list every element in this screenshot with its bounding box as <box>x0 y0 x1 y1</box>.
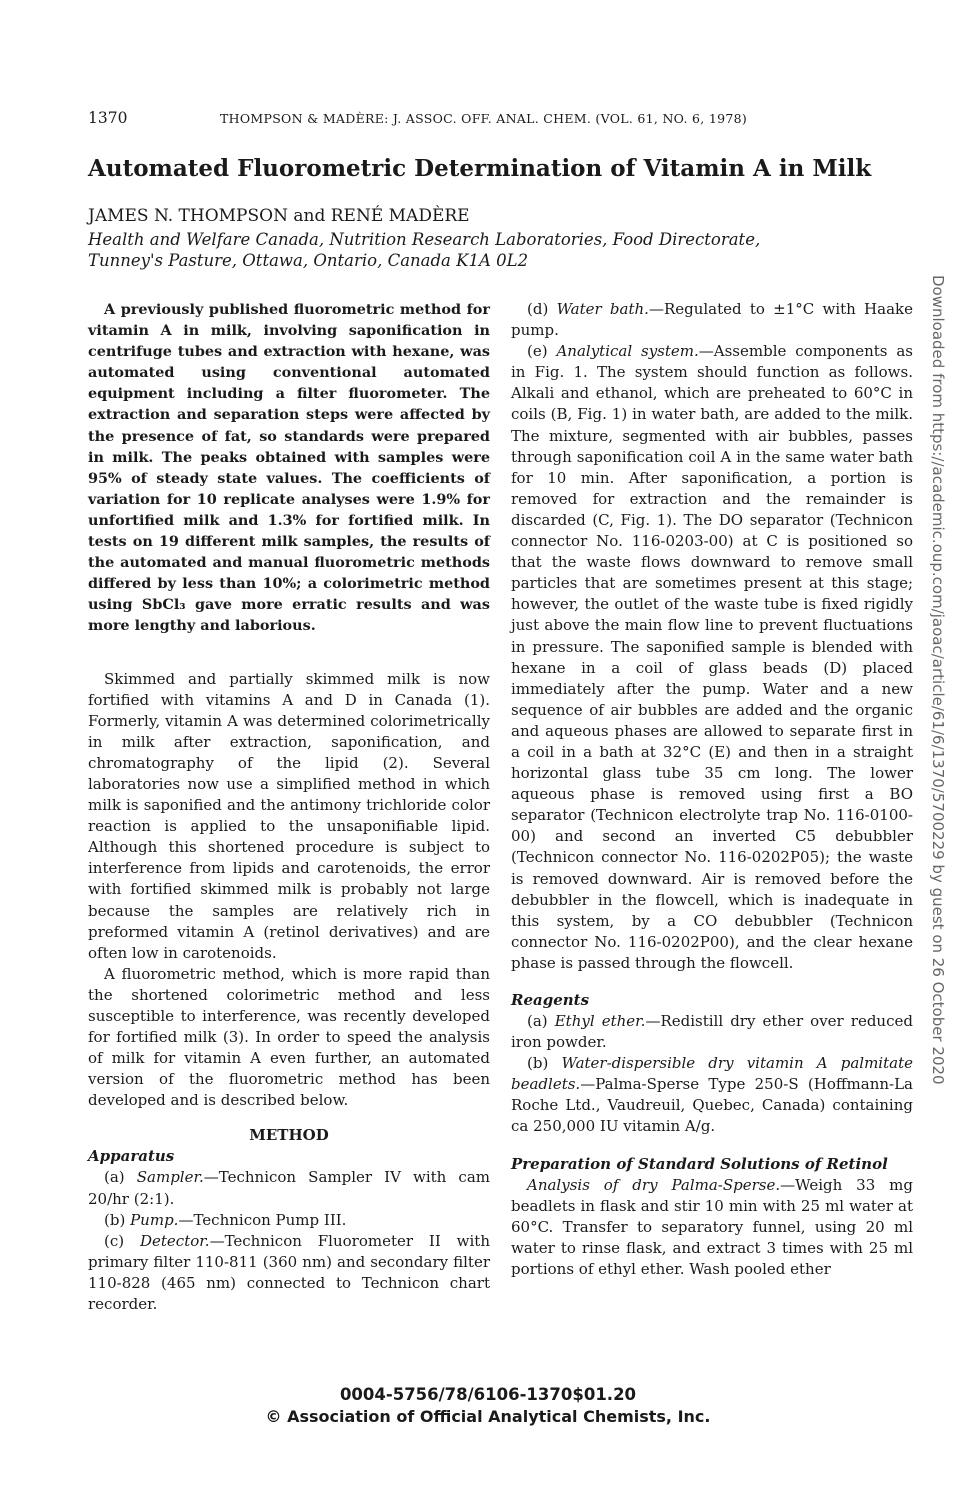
page-number: 1370 <box>88 109 128 127</box>
copyright: © Association of Official Analytical Chemists, Inc. <box>265 1407 711 1426</box>
reagent-item-b <box>511 1053 913 1137</box>
item-term: Analysis of dry Palma-Sperse. <box>527 1175 781 1194</box>
item-label: (a) <box>104 1168 125 1187</box>
item-term: Pump. <box>130 1210 179 1229</box>
right-column <box>511 299 913 1280</box>
item-term: Analytical system. <box>556 342 699 361</box>
item-text: —Technicon Pump III. <box>178 1210 347 1229</box>
item-label: (b) <box>527 1054 549 1073</box>
apparatus-item-d <box>511 299 913 341</box>
item-term: Sampler. <box>136 1168 204 1187</box>
running-title: THOMPSON & MADÈRE: J. ASSOC. OFF. ANAL. CHEM. (VOL. 61, NO. 6, 1978) <box>220 111 748 126</box>
item-text: —Regulated to ±1°C with Haake pump. <box>511 300 913 340</box>
item-text: —Palma-Sperse Type 250-S (Hoffmann-La Roche Ltd., Vaudreuil, Quebec, Canada) containing ca 250,000 IU vitamin A/g. <box>511 1075 913 1136</box>
apparatus-item-e <box>511 341 913 974</box>
item-text: —Redistill dry ether over reduced iron powder. <box>511 1012 913 1052</box>
item-text: —Technicon Sampler IV with cam 20/hr (2:1). <box>88 1168 490 1208</box>
method-heading: METHOD <box>249 1126 329 1145</box>
item-label: (e) <box>527 342 548 361</box>
item-label: (a) <box>527 1012 548 1030</box>
item-label: (c) <box>104 1231 125 1250</box>
affiliation-line-1: Health and Welfare Canada, Nutrition Research Laboratories, Food Directorate, <box>88 230 761 249</box>
intro-paragraph-2: A fluorometric method, which is more rapid than the shortened colorimetric method and less susceptible to interference, was recently developed for fortified milk (3). In order to speed the analysis of milk for vitamin A even further, an automated version of the fluorometric method has been developed and is described below. <box>88 964 490 1110</box>
article-title: Automated Fluorometric Determination of Vitamin A in Milk <box>88 155 872 182</box>
apparatus-item-a <box>88 1167 490 1209</box>
item-text: —Technicon Fluorometer II with primary filter 110-811 (360 nm) and secondary filter 110-828 (465 nm) connected to Technicon chart recorder. <box>88 1231 490 1314</box>
item-text: —Weigh 33 mg beadlets in flask and stir 10 min with 25 ml water at 60°C. Transfer to separatory funnel, using 20 ml water to rinse flask, and extract 3 times with 25 ml portions of ethyl ether. Wash pooled ether <box>511 1175 913 1278</box>
item-term: Water bath. <box>556 300 649 318</box>
authors: JAMES N. THOMPSON and RENÉ MADÈRE <box>88 206 470 226</box>
left-column <box>88 299 490 1315</box>
affiliation-line-2: Tunney's Pasture, Ottawa, Ontario, Canada K1A 0L2 <box>88 251 529 270</box>
affiliation <box>88 229 760 271</box>
item-term: Detector. <box>140 1231 210 1250</box>
apparatus-item-b <box>88 1210 490 1231</box>
item-text: —Assemble components as in Fig. 1. The system should function as follows. Alkali and ethanol, which are preheated to 60°C in coils (B, Fig. 1) in water bath, are added to the milk. The mixture, segmented with air bubbles, passes through saponification coil A in the same water bath for 10 min. After saponification, a portion is removed for extraction and the remainder is discarded (C, Fig. 1). The DO separator (Technicon connector No. 116-0203-00) at C is positioned so that the waste flows downward to remove small particles that are sometimes present at this stage; however, the outlet of the waste tube is fixed rigidly just above the main flow line to prevent fluctuations in pressure. The saponified sample is blended with hexane in a coil of glass beads (D) placed immediately after the pump. Water and a new sequence of air bubbles are added and the organic and aqueous phases are allowed to separate first in a coil in a bath at 32°C (E) and then in a straight horizontal glass tube 35 cm long. The lower aqueous phase is removed using first a BO separator (Technicon electrolyte trap No. 116-0100-00) and second an inverted C5 debubbler (Technicon connector No. 116-0202P05); the waste is removed downward. Air is removed before the debubbler in the flowcell, which is inadequate in this system, by a CO debubbler (Technicon connector No. 116-0202P00), and the clear hexane phase is passed through the flowcell. <box>511 342 913 972</box>
article-code: 0004-5756/78/6106-1370$01.20 <box>339 1385 637 1404</box>
apparatus-heading: Apparatus <box>88 1147 175 1166</box>
item-label: (b) <box>104 1210 126 1229</box>
abstract: A previously published fluorometric method for vitamin A in milk, involving saponification in centrifuge tubes and extraction with hexane, was automated using conventional automated equipment including a filter fluorometer. The extraction and separation steps were affected by the presence of fat, so standards were prepared in milk. The peaks obtained with samples were 95% of steady state values. The coefficients of variation for 10 replicate analyses were 1.9% for unfortified milk and 1.3% for fortified milk. In tests on 19 different milk samples, the results of the automated and manual fluorometric methods differed by less than 10%; a colorimetric method using SbCl₃ gave more erratic results and was more lengthy and laborious. <box>88 301 490 635</box>
item-term: Water-dispersible dry vitamin A palmitate beadlets. <box>511 1054 913 1094</box>
download-watermark: Downloaded from https://academic.oup.com/jaoac/article/61/6/1370/5700229 by guest on 26 October 2020 <box>929 275 947 1085</box>
standards-heading: Preparation of Standard Solutions of Retinol <box>511 1154 888 1173</box>
reagent-item-a <box>511 1011 913 1053</box>
apparatus-item-c <box>88 1231 490 1315</box>
item-term: Ethyl ether. <box>554 1012 646 1030</box>
intro-paragraph-1: Skimmed and partially skimmed milk is now fortified with vitamins A and D in Canada (1). Formerly, vitamin A was determined colorimetrically in milk after extraction, saponification, and chromatography of the lipid (2). Several laboratories now use a simplified method in which milk is saponified and the antimony trichloride color reaction is applied to the unsaponifiable lipid. Although this shortened procedure is subject to interference from lipids and carotenoids, the error with fortified skimmed milk is probably not large because the samples are relatively rich in preformed vitamin A (retinol derivatives) and are often low in carotenoids. <box>88 669 490 962</box>
standards-paragraph <box>511 1175 913 1280</box>
page-footer <box>0 1384 976 1428</box>
item-label: (d) <box>527 300 549 318</box>
reagents-heading: Reagents <box>511 991 590 1009</box>
